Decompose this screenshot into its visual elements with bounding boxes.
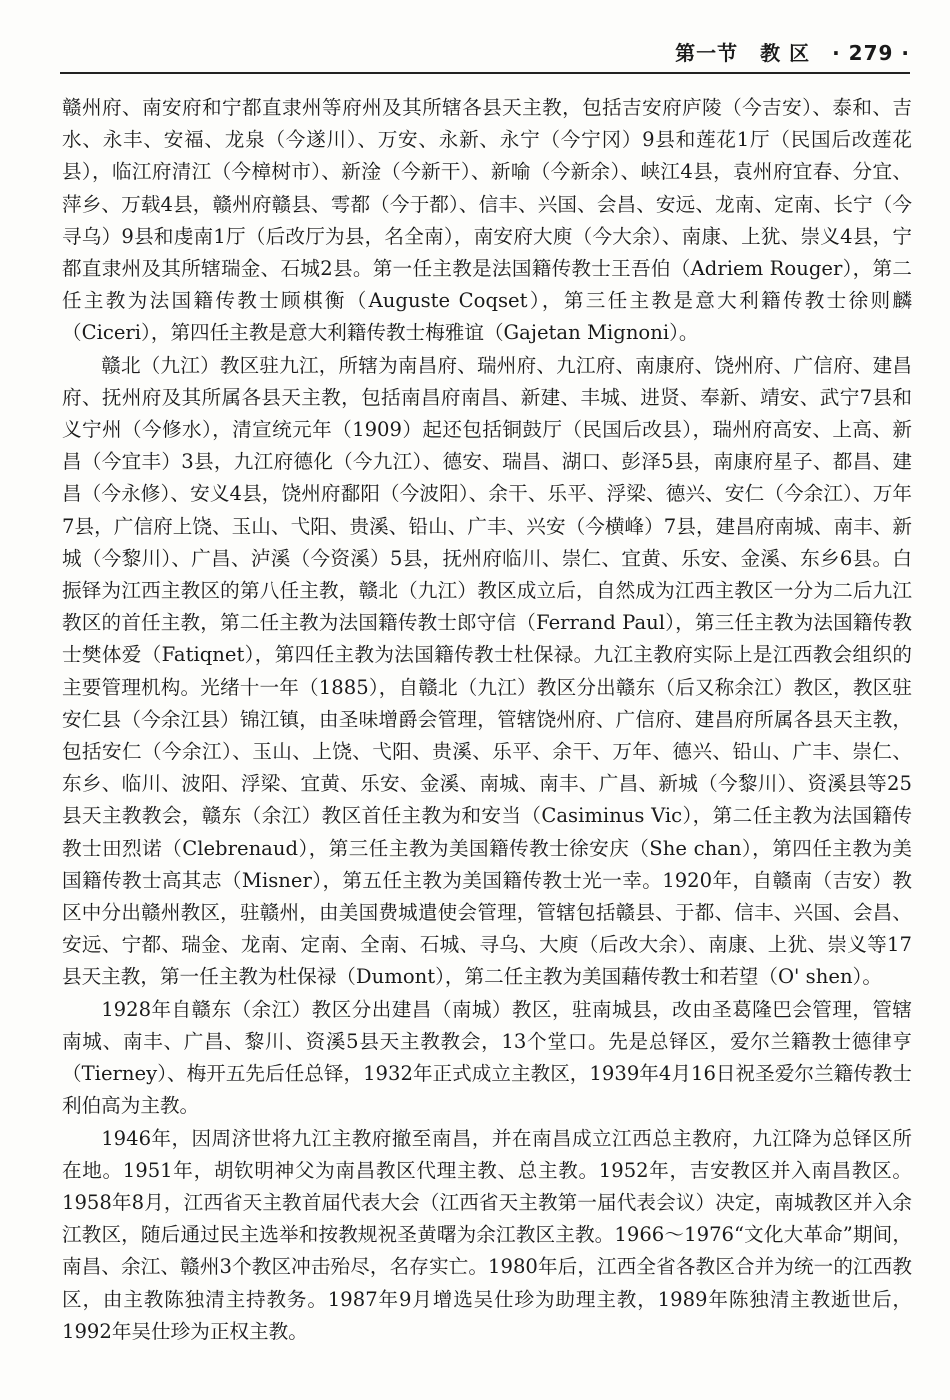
running-header-text <box>675 37 910 66</box>
paragraph-ganbei-diocese: 赣北（九江）教区驻九江，所辖为南昌府、瑞州府、九江府、南康府、饶州府、广信府、建昌府、抚州府及其所属各县天主教，包括南昌府南昌、新建、丰城、进贤、奉新、靖安、武宁7县和义宁州（今修水），清宣统元年（1909）起还包括铜鼓厅（民国后改县），瑞州府高安、上高、新昌（今宜丰）3县，九江府德化（今九江）、德安、瑞昌、湖口、彭泽5县，南康府星子、都昌、建昌（今永修）、安义4县，饶州府鄱阳（今波阳）、余干、乐平、浮梁、德兴、安仁（今余江）、万年7县，广信府上饶、玉山、弋阳、贵溪、铅山、广丰、兴安（今横峰）7县，建昌府南城、南丰、新城（今黎川）、广昌、泸溪（今资溪）5县，抚州府临川、崇仁、宜黄、乐安、金溪、东乡6县。白振铎为江西主教区的第八任主教，赣北（九江）教区成立后，自然成为江西主教区一分为二后九江教区的首任主教，第二任主教为法国籍传教士郎守信（Ferrand Paul），第三任主教为法国籍传教士樊体爱（Fatiqnet），第四任主教为法国籍传教士杜保禄。九江主教府实际上是江西教会组织的主要管理机构。光绪十一年（1885），自赣北（九江）教区分出赣东（后又称余江）教区，教区驻安仁县（今余江县）锦江镇，由圣味增爵会管理，管辖饶州府、广信府、建昌府所属各县天主教，包括安仁（今余江）、玉山、上饶、弋阳、贵溪、乐平、余干、万年、德兴、铅山、广丰、崇仁、东乡、临川、波阳、浮梁、宜黄、乐安、金溪、南城、南丰、广昌、新城（今黎川）、资溪县等25县天主教教会，赣东（余江）教区首任主教为和安当（Casiminus Vic），第二任主教为法国籍传教士田烈诺（Clebrenaud），第三任主教为美国籍传教士徐安庆（She chan），第四任主教为美国籍传教士高其志（Misner），第五任主教为美国籍传教士光一幸。1920年，自赣南（吉安）教区中分出赣州教区，驻赣州，由美国费城遣使会管理，管辖包括赣县、于都、信丰、兴国、会昌、安远、宁都、瑞金、龙南、定南、全南、石城、寻乌、大庾（后改大余）、南康、上犹、崇义等17县天主教，第一任主教为杜保禄（Dumont），第二任主教为美国藉传教士和若望（O' shen）。 <box>62 353 912 989</box>
running-header <box>60 34 910 74</box>
body-text <box>62 92 912 1348</box>
paragraph-nanchang-archdiocese: 1946年，因周济世将九江主教府撤至南昌，并在南昌成立江西总主教府，九江降为总铎区所在地。1951年，胡钦明神父为南昌教区代理主教、总主教。1952年，吉安教区并入南昌教区。1958年8月，江西省天主教首届代表大会（江西省天主教第一届代表会议）决定，南城教区并入余江教区，随后通过民主选举和按教规祝圣黄曙为余江教区主教。1966～1976“文化大革命”期间，南昌、余江、赣州3个教区冲击殆尽，名存实亡。1980年后，江西全省各教区合并为统一的江西教区，由主教陈独清主持教务。1987年9月增选吴仕珍为助理主教，1989年陈独清主教逝世后，1992年吴仕珍为正权主教。 <box>62 1126 912 1343</box>
paragraph-continued: 赣州府、南安府和宁都直隶州等府州及其所辖各县天主教，包括吉安府庐陵（今吉安）、泰和、吉水、永丰、安福、龙泉（今遂川）、万安、永新、永宁（今宁冈）9县和莲花1厅（民国后改莲花县），临江府清江（今樟树市）、新淦（今新干）、新喻（今新余）、峡江4县，袁州府宜春、分宜、萍乡、万载4县，赣州府赣县、雩都（今于都）、信丰、兴国、会昌、安远、龙南、定南、长宁（今寻乌）9县和虔南1厅（后改厅为县，名全南），南安府大庾（今大余）、南康、上犹、崇义4县，宁都直隶州及其所辖瑞金、石城2县。第一任主教是法国籍传教士王吾伯（Adriem Rouger），第二任主教为法国籍传教士顾棋衡（Auguste Coqset），第三任主教是意大利籍传教士徐则麟（Ciceri），第四任主教是意大利籍传教士梅雅谊（Gajetan Mignoni）。 <box>62 96 912 345</box>
section-label: 第一节 <box>675 41 739 65</box>
chapter-title: 教 区 <box>760 41 811 65</box>
page-number: · 279 · <box>832 41 910 65</box>
paragraph-jianchang-diocese: 1928年自赣东（余江）教区分出建昌（南城）教区，驻南城县，改由圣葛隆巴会管理，管辖南城、南丰、广昌、黎川、资溪5县天主教教会，13个堂口。先是总铎区，爱尔兰籍教士德律亨（Tierney）、梅开五先后任总铎，1932年正式成立主教区，1939年4月16日祝圣爱尔兰籍传教士利伯高为主教。 <box>62 997 912 1118</box>
